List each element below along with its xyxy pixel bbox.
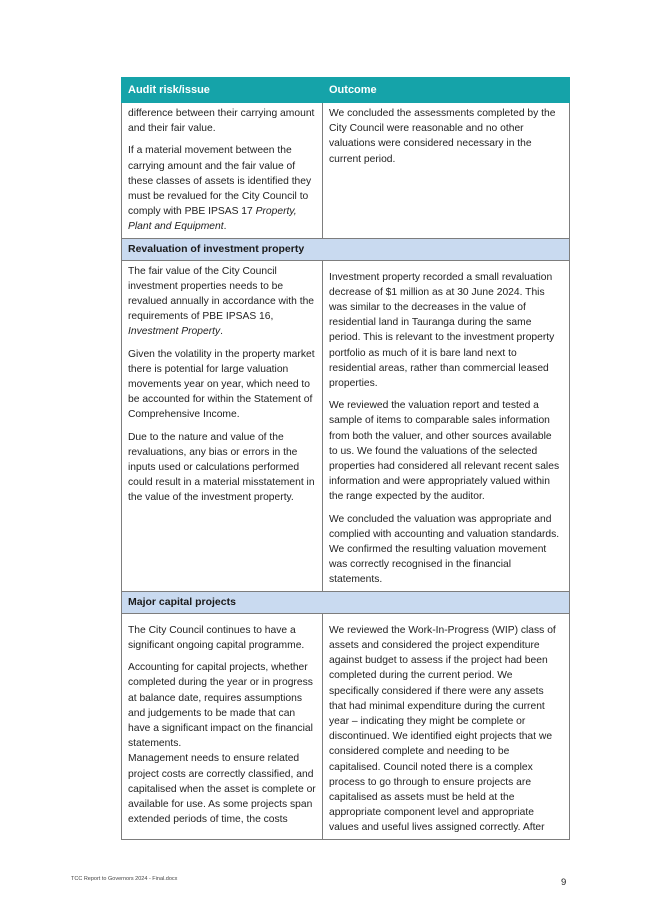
table-row-capital <box>122 613 570 839</box>
risk-paragraph: Given the volatility in the property market there is potential for large valuation movements year on year, which need to be accounted for within the Statement of Comprehensive Income. <box>128 348 315 421</box>
standard-title: Investment Property <box>128 326 221 338</box>
header-outcome: Outcome <box>323 78 570 103</box>
page-number: 9 <box>561 877 567 888</box>
outcome-paragraph: We concluded the valuation was appropriate and complied with accounting and valuation standards. We confirmed the resulting valuation movement was correctly recognised in the financial statements. <box>329 513 560 586</box>
audit-risk-table <box>121 77 570 840</box>
outcome-cell-continued <box>323 103 570 239</box>
risk-paragraph <box>128 264 316 340</box>
section-row-investment <box>122 238 570 260</box>
risk-paragraph: Accounting for capital projects, whether completed during the year or in progress at balance date, requires assumptions and judgements to be made that can have a significant impact on the financial statements. <box>128 662 313 750</box>
risk-paragraph: Due to the nature and value of the revaluations, any bias or errors in the inputs used or calculations performed could result in a material misstatement in the value of the investment property. <box>128 431 315 504</box>
section-row-capital <box>122 591 570 613</box>
standard-title: Property, Plant and Equipment <box>128 206 297 233</box>
risk-paragraph: difference between their carrying amount and their fair value. <box>128 108 315 135</box>
risk-text: . <box>220 326 224 338</box>
table-header-row <box>122 78 570 103</box>
risk-paragraph: The City Council continues to have a significant ongoing capital programme. <box>128 624 305 651</box>
header-audit-risk: Audit risk/issue <box>122 78 323 103</box>
section-title-investment: Revaluation of investment property <box>122 238 570 260</box>
outcome-cell-capital <box>323 613 570 839</box>
risk-text: The fair value of the City Council investment properties needs to be revalued annually in accordance with the requirements of PBE IPSAS 16, <box>128 265 315 323</box>
outcome-paragraph: We concluded the assessments completed by the City Council were reasonable and no other valuations were considered necessary in the current period. <box>329 108 556 165</box>
risk-text: If a material movement between the carrying amount and the fair value of these classes of assets is identified they must be revalued for the City Council to comply with PBE IPSAS 17 <box>128 145 312 218</box>
outcome-paragraph: Investment property recorded a small revaluation decrease of $1 million as at 30 June 2024. This was similar to the decreases in the value of residential land in Tauranga during the same period. This is relevant to the investment property portfolio as much of it is bare land next to residential areas, rather than commercial leased properties. <box>329 271 555 390</box>
risk-cell-continued <box>122 103 323 239</box>
outcome-cell-investment <box>323 260 570 591</box>
risk-cell-capital <box>122 613 323 839</box>
risk-paragraph <box>128 143 316 234</box>
risk-text: . <box>223 221 227 233</box>
risk-paragraph: Management needs to ensure related project costs are correctly classified, and capitalised when the asset is complete or available for use. As some projects span extended periods of time, the costs <box>128 753 316 826</box>
risk-cell-investment <box>122 260 323 591</box>
table-row-continued <box>122 103 570 239</box>
section-title-capital: Major capital projects <box>122 591 570 613</box>
outcome-paragraph: We reviewed the Work-In-Progress (WIP) class of assets and considered the project expenditure against budget to assess if the project had been completed during the current period. We specifically considered if there were any assets that had minimal expenditure during the current year – indicating they might be complete or discontinued. We identified eight projects that we considered complete and needing to be capitalised. Council noted there is a complex process to go through to ensure projects are capitalised as assets must be held at the appropriate component level and appropriate values and useful lives assigned correctly. After <box>329 624 556 834</box>
table-row-investment <box>122 260 570 591</box>
outcome-paragraph: We reviewed the valuation report and tested a sample of items to comparable sales information from both the valuer, and other sources available to us. We found the valuations of the selected properties had considered all relevant recent sales information and were appropriately valued within the range expected by the auditor. <box>329 400 560 503</box>
footer-document-name: TCC Report to Governors 2024 - Final.docx <box>71 876 178 882</box>
